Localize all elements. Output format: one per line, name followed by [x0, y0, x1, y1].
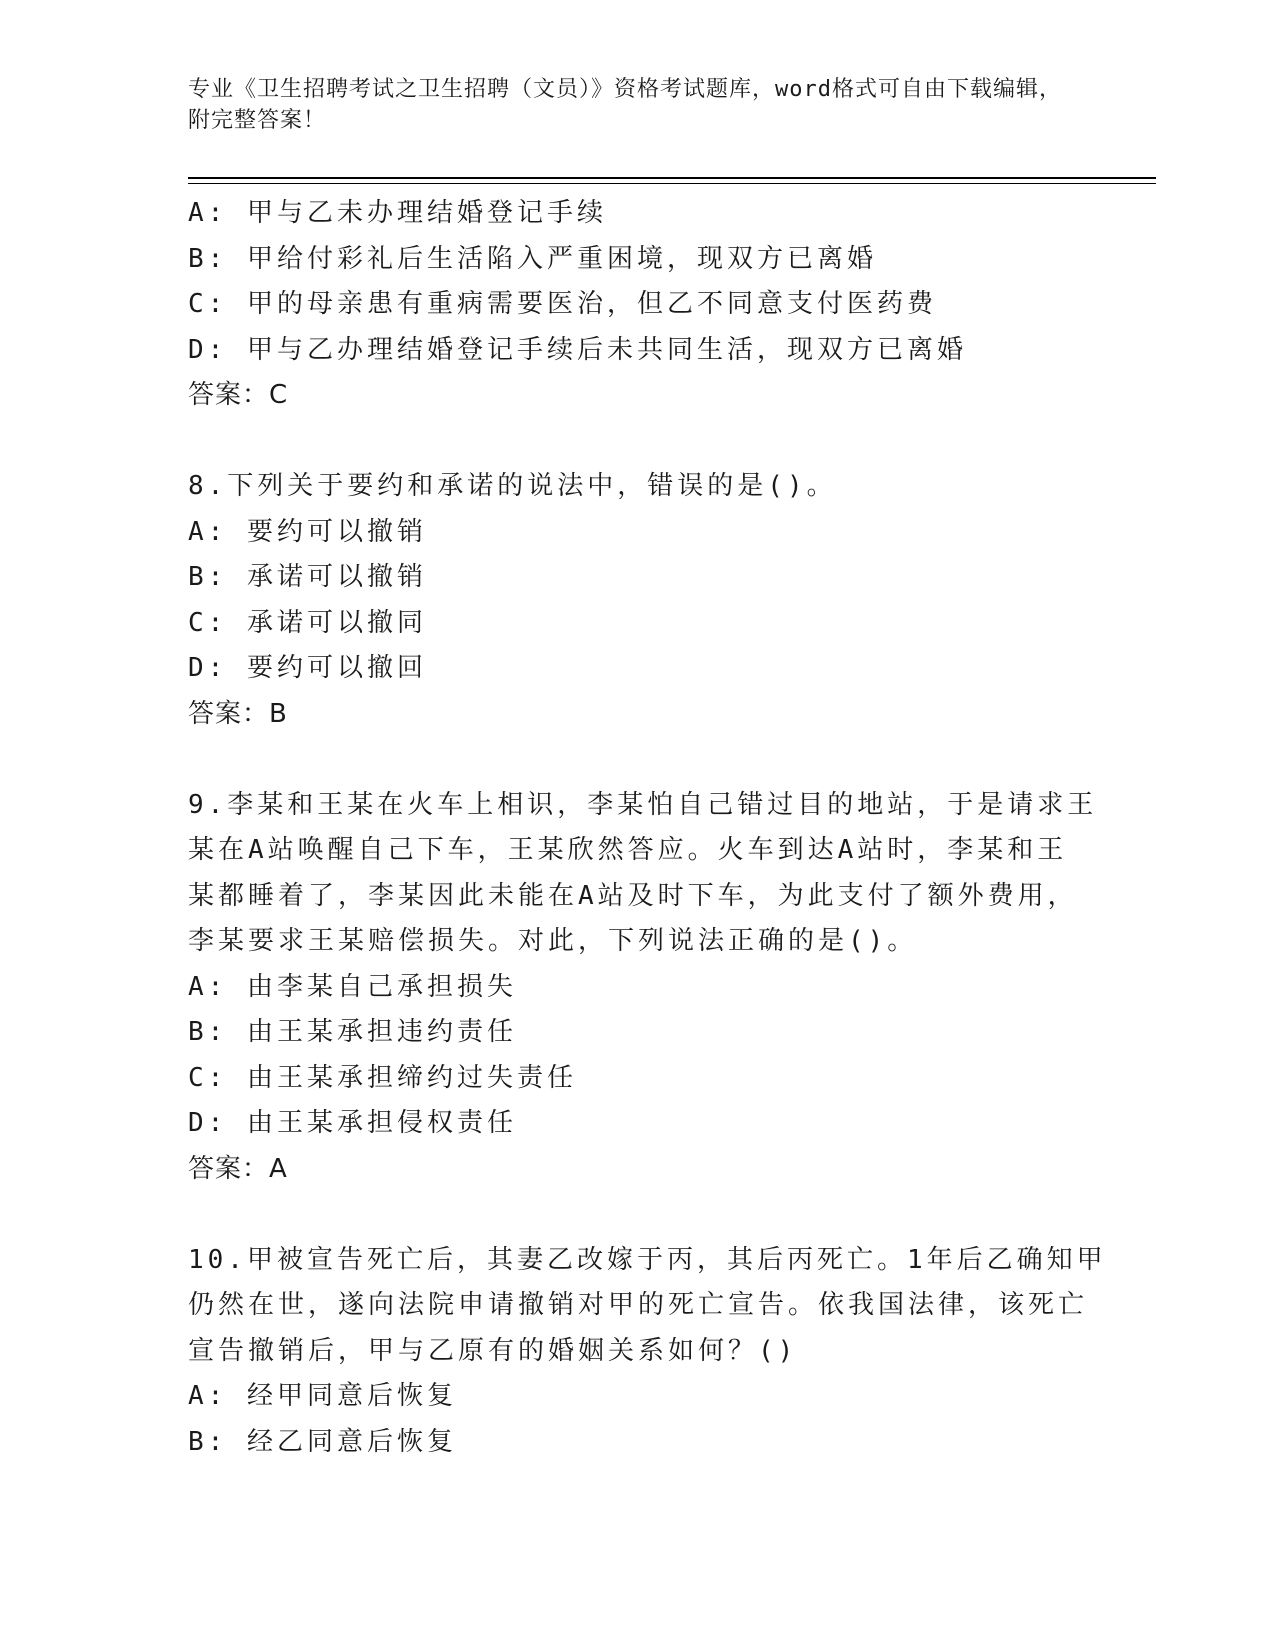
- question-text-line: 10.甲被宣告死亡后，其妻乙改嫁于丙，其后丙死亡。1年后乙确知甲: [188, 1244, 1107, 1275]
- header-divider-thick: [188, 177, 1156, 179]
- option-b: B: 由王某承担违约责任: [188, 1017, 517, 1047]
- question-text-line: 仍然在世，遂向法院申请撤销对甲的死亡宣告。依我国法律，该死亡: [188, 1290, 1089, 1320]
- answer-line: 答案：B: [188, 698, 288, 729]
- question-list: [188, 191, 1107, 1465]
- question-text-line: 宣告撤销后，甲与乙原有的婚姻关系如何？(): [188, 1335, 798, 1366]
- answer-line: 答案：A: [188, 1153, 288, 1184]
- answer-line: 答案：C: [188, 380, 289, 410]
- spacer: [188, 737, 1068, 783]
- option-a: A: 甲与乙未办理结婚登记手续: [188, 198, 607, 228]
- spacer: [188, 419, 1068, 465]
- header-intro-text: 专业《卫生招聘考试之卫生招聘（文员）》资格考试题库，word格式可自由下载编辑，附完整答案！: [188, 77, 1062, 133]
- option-a: A: 由李某自己承担损失: [188, 971, 517, 1002]
- option-b: B: 经乙同意后恢复: [188, 1426, 457, 1457]
- document-header: [188, 74, 1068, 136]
- option-a: A: 要约可以撤销: [188, 516, 427, 547]
- option-d: D: 要约可以撤回: [188, 653, 427, 683]
- header-divider-thin: [188, 183, 1156, 184]
- question-text-line: 某在A站唤醒自己下车，王某欣然答应。火车到达A站时，李某和王: [188, 835, 1068, 865]
- question-9: [188, 783, 1098, 1193]
- option-d: D: 甲与乙办理结婚登记手续后未共同生活，现双方已离婚: [188, 334, 967, 365]
- option-b: B: 甲给付彩礼后生活陷入严重困境，现双方已离婚: [188, 243, 877, 274]
- option-b: B: 承诺可以撤销: [188, 562, 427, 592]
- spacer: [188, 1192, 1068, 1238]
- option-a: A: 经甲同意后恢复: [188, 1381, 457, 1411]
- question-7: [188, 191, 1068, 419]
- option-c: C: 由王某承担缔约过失责任: [188, 1062, 577, 1093]
- question-8: [188, 464, 1068, 737]
- question-10: [188, 1238, 1107, 1466]
- option-d: D: 由王某承担侵权责任: [188, 1108, 517, 1138]
- question-text-line: 李某要求王某赔偿损失。对此，下列说法正确的是()。: [188, 926, 918, 956]
- option-c: C: 承诺可以撤同: [188, 607, 427, 638]
- question-text-line: 某都睡着了，李某因此未能在A站及时下车，为此支付了额外费用，: [188, 880, 1078, 911]
- question-text: 8.下列关于要约和承诺的说法中，错误的是()。: [188, 471, 837, 501]
- option-c: C: 甲的母亲患有重病需要医治，但乙不同意支付医药费: [188, 289, 937, 319]
- question-text-line: 9.李某和王某在火车上相识，李某怕自己错过目的地站，于是请求王: [188, 789, 1098, 820]
